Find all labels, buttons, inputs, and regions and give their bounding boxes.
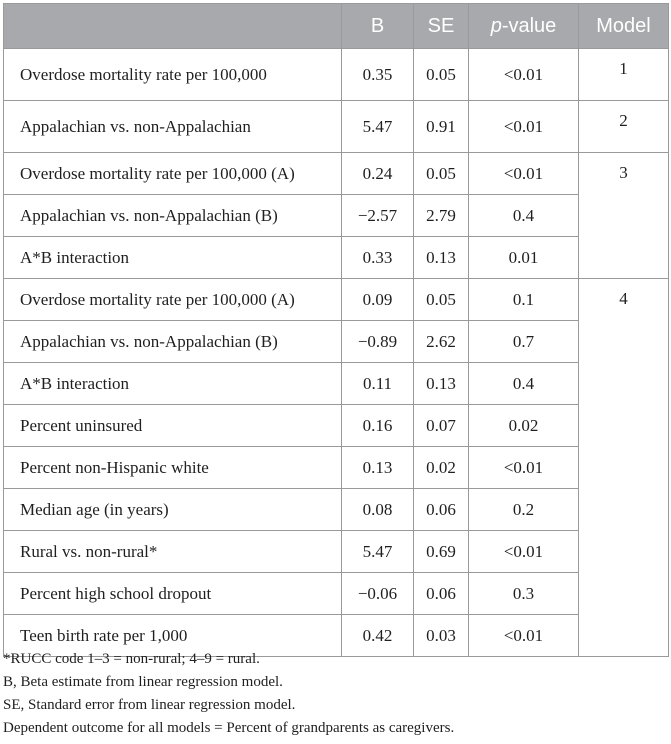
cell-p: 0.1 xyxy=(469,279,579,321)
cell-se: 0.69 xyxy=(414,531,469,573)
regression-table xyxy=(3,3,669,657)
cell-p: 0.4 xyxy=(469,363,579,405)
cell-p: <0.01 xyxy=(469,447,579,489)
cell-variable: Appalachian vs. non-Appalachian xyxy=(4,101,342,153)
cell-se: 0.13 xyxy=(414,363,469,405)
cell-p: 0.3 xyxy=(469,573,579,615)
cell-se: 0.05 xyxy=(414,279,469,321)
cell-model: 4 xyxy=(579,279,669,657)
cell-b: 0.33 xyxy=(342,237,414,279)
cell-b: 0.24 xyxy=(342,153,414,195)
cell-b: −0.89 xyxy=(342,321,414,363)
footnote-outcome: Dependent outcome for all models = Percent of grandparents as caregivers. xyxy=(3,720,455,736)
cell-se: 0.06 xyxy=(414,489,469,531)
cell-se: 0.05 xyxy=(414,153,469,195)
cell-p: <0.01 xyxy=(469,49,579,101)
cell-model: 3 xyxy=(579,153,669,279)
table-row xyxy=(4,153,669,195)
table-row xyxy=(4,447,669,489)
cell-variable: Appalachian vs. non-Appalachian (B) xyxy=(4,195,342,237)
header-variable xyxy=(4,4,342,49)
cell-b: 0.08 xyxy=(342,489,414,531)
cell-variable: Overdose mortality rate per 100,000 (A) xyxy=(4,153,342,195)
table-row xyxy=(4,321,669,363)
cell-se: 0.02 xyxy=(414,447,469,489)
cell-se: 0.91 xyxy=(414,101,469,153)
footnote-se: SE, Standard error from linear regression model. xyxy=(3,697,296,713)
footnote-b: B, Beta estimate from linear regression model. xyxy=(3,674,283,690)
cell-se: 2.79 xyxy=(414,195,469,237)
cell-p: <0.01 xyxy=(469,615,579,657)
table-row xyxy=(4,573,669,615)
cell-p: 0.2 xyxy=(469,489,579,531)
cell-variable: Percent uninsured xyxy=(4,405,342,447)
cell-b: 0.09 xyxy=(342,279,414,321)
cell-variable: A*B interaction xyxy=(4,237,342,279)
table-row xyxy=(4,279,669,321)
cell-b: 0.11 xyxy=(342,363,414,405)
table-row xyxy=(4,195,669,237)
cell-variable: Overdose mortality rate per 100,000 (A) xyxy=(4,279,342,321)
cell-se: 0.06 xyxy=(414,573,469,615)
header-p-value xyxy=(469,4,579,49)
cell-variable: A*B interaction xyxy=(4,363,342,405)
cell-model: 1 xyxy=(579,49,669,101)
cell-b: 0.35 xyxy=(342,49,414,101)
cell-p: <0.01 xyxy=(469,153,579,195)
cell-variable: Overdose mortality rate per 100,000 xyxy=(4,49,342,101)
cell-model: 2 xyxy=(579,101,669,153)
cell-p: <0.01 xyxy=(469,531,579,573)
cell-variable: Teen birth rate per 1,000 xyxy=(4,615,342,657)
table-row xyxy=(4,531,669,573)
cell-b: 0.16 xyxy=(342,405,414,447)
table-row xyxy=(4,489,669,531)
cell-variable: Median age (in years) xyxy=(4,489,342,531)
cell-b: 0.13 xyxy=(342,447,414,489)
cell-p: 0.4 xyxy=(469,195,579,237)
table-header-row xyxy=(4,4,669,49)
header-model: Model xyxy=(579,4,669,49)
cell-variable: Percent non-Hispanic white xyxy=(4,447,342,489)
header-p-italic: p xyxy=(490,14,502,37)
cell-b: −2.57 xyxy=(342,195,414,237)
table-row xyxy=(4,49,669,101)
cell-b: −0.06 xyxy=(342,573,414,615)
cell-se: 0.05 xyxy=(414,49,469,101)
table-footnotes xyxy=(3,648,668,740)
header-p-rest: -value xyxy=(501,14,557,37)
cell-b: 5.47 xyxy=(342,531,414,573)
cell-b: 5.47 xyxy=(342,101,414,153)
cell-p: 0.01 xyxy=(469,237,579,279)
footnote-rucc: *RUCC code 1–3 = non-rural; 4–9 = rural. xyxy=(3,651,260,667)
cell-se: 0.07 xyxy=(414,405,469,447)
cell-b: 0.42 xyxy=(342,615,414,657)
header-se: SE xyxy=(414,4,469,49)
cell-se: 0.13 xyxy=(414,237,469,279)
cell-p: 0.02 xyxy=(469,405,579,447)
table-row xyxy=(4,363,669,405)
table-row xyxy=(4,405,669,447)
cell-p: <0.01 xyxy=(469,101,579,153)
cell-variable: Rural vs. non-rural* xyxy=(4,531,342,573)
cell-se: 2.62 xyxy=(414,321,469,363)
cell-p: 0.7 xyxy=(469,321,579,363)
table-row xyxy=(4,101,669,153)
cell-variable: Percent high school dropout xyxy=(4,573,342,615)
cell-variable: Appalachian vs. non-Appalachian (B) xyxy=(4,321,342,363)
table-row xyxy=(4,237,669,279)
header-b: B xyxy=(342,4,414,49)
cell-se: 0.03 xyxy=(414,615,469,657)
